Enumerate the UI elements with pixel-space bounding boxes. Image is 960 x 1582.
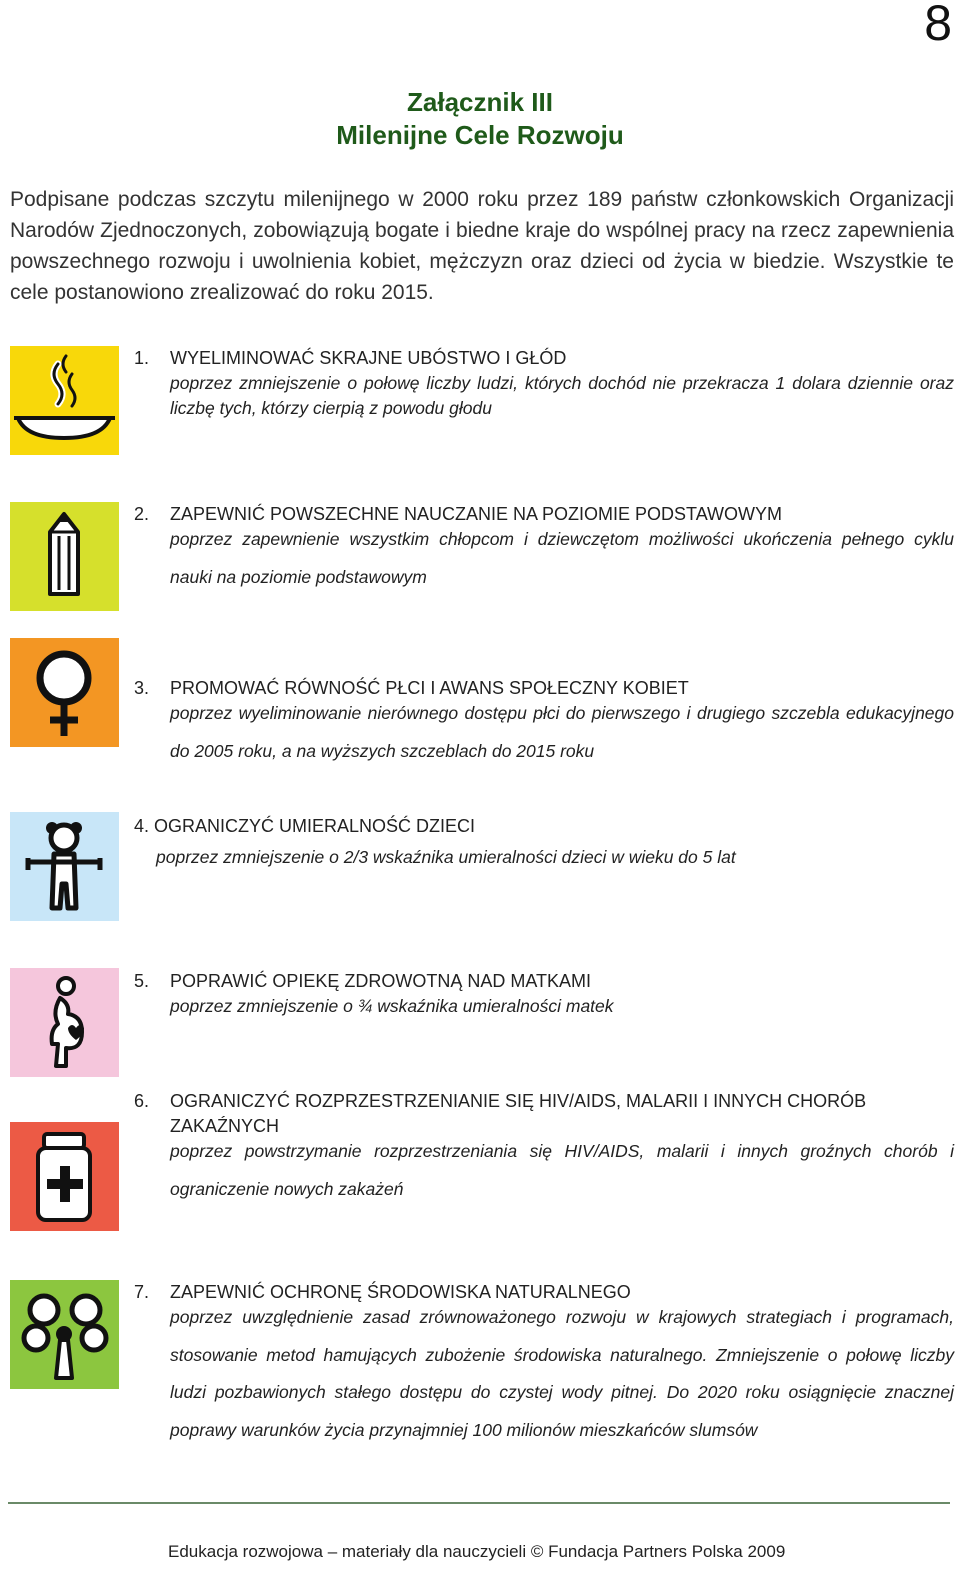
goal-1-description: poprzez zmniejszenie o połowę liczby ludzi, których dochód nie przekracza 1 dolara dziennie oraz liczbę tych, którzy cierpią z powodu głodu bbox=[170, 373, 954, 418]
goal-4-description: poprzez zmniejszenie o 2/3 wskaźnika umieralności dzieci w wieku do 5 lat bbox=[156, 847, 736, 867]
goal-6-title: 6. OGRANICZYĆ ROZPRZESTRZENIANIE SIĘ HIV/AIDS, MALARII I INNYCH CHORÓB ZAKAŹNYCH bbox=[134, 1091, 867, 1136]
food-bowl-icon bbox=[10, 346, 119, 455]
child-icon bbox=[10, 812, 119, 921]
goal-1-title: 1. WYELIMINOWAĆ SKRAJNE UBÓSTWO I GŁÓD bbox=[134, 348, 567, 368]
medicine-jar-icon bbox=[10, 1122, 119, 1231]
goal-5-title: 5. POPRAWIĆ OPIEKĘ ZDROWOTNĄ NAD MATKAMI bbox=[134, 971, 592, 991]
goal-3-description: poprzez wyeliminowanie nierównego dostępu płci do pierwszego i drugiego szczebla edukacyjnego do 2005 roku, a na wyższych szczeblach do 2015 roku bbox=[170, 703, 954, 761]
plant-icon bbox=[10, 1280, 119, 1389]
goal-6-description: poprzez powstrzymanie rozprzestrzeniania się HIV/AIDS, malarii i innych groźnych chorób i ograniczenie nowych zakażeń bbox=[170, 1141, 954, 1199]
pencil-icon bbox=[10, 502, 119, 611]
goal-7-title: 7. ZAPEWNIĆ OCHRONĘ ŚRODOWISKA NATURALNEGO bbox=[134, 1282, 631, 1302]
page-number: 8 bbox=[924, 0, 952, 51]
footer-text: Edukacja rozwojowa – materiały dla nauczycieli © Fundacja Partners Polska 2009 bbox=[168, 1542, 786, 1561]
goal-7-description: poprzez uwzględnienie zasad zrównoważonego rozwoju w krajowych strategiach i programach, stosowanie metod hamujących zubożenie środowiska naturalnego. Zmniejszenie o połowę liczby ludzi pozbawionych stałego dostępu do czystej wody pitnej. Do 2020 roku osiągnięcie znacznej poprawy warunków życia przynajmniej 100 milionów mieszkańców slumsów bbox=[170, 1307, 954, 1440]
goal-3-title: 3. PROMOWAĆ RÓWNOŚĆ PŁCI I AWANS SPOŁECZNY KOBIET bbox=[134, 678, 689, 698]
goal-2-title: 2. ZAPEWNIĆ POWSZECHNE NAUCZANIE NA POZIOMIE PODSTAWOWYM bbox=[134, 504, 783, 524]
pregnant-woman-icon bbox=[10, 968, 119, 1077]
intro-paragraph: Podpisane podczas szczytu milenijnego w 2000 roku przez 189 państw członkowskich Organizacji Narodów Zjednoczonych, zobowiązują bogate i biedne kraje do wspólnej pracy na rzecz zapewnienia powszechnego rozwoju i uwolnienia kobiet, mężczyzn oraz dzieci od życia w biedzie. Wszystkie te cele postanowiono zrealizować do roku 2015. bbox=[10, 188, 954, 304]
title-line-1: Załącznik III bbox=[407, 87, 553, 117]
goal-2-description: poprzez zapewnienie wszystkim chłopcom i dziewczętom możliwości ukończenia pełnego cyklu nauki na poziomie podstawowym bbox=[170, 529, 954, 587]
page-title bbox=[0, 86, 960, 152]
title-line-2: Milenijne Cele Rozwoju bbox=[336, 120, 624, 150]
female-symbol-icon bbox=[10, 638, 119, 747]
goal-5-description: poprzez zmniejszenie o ¾ wskaźnika umieralności matek bbox=[170, 996, 614, 1016]
footer-divider bbox=[8, 1502, 950, 1504]
goal-4-title: 4. OGRANICZYĆ UMIERALNOŚĆ DZIECI bbox=[134, 816, 476, 836]
